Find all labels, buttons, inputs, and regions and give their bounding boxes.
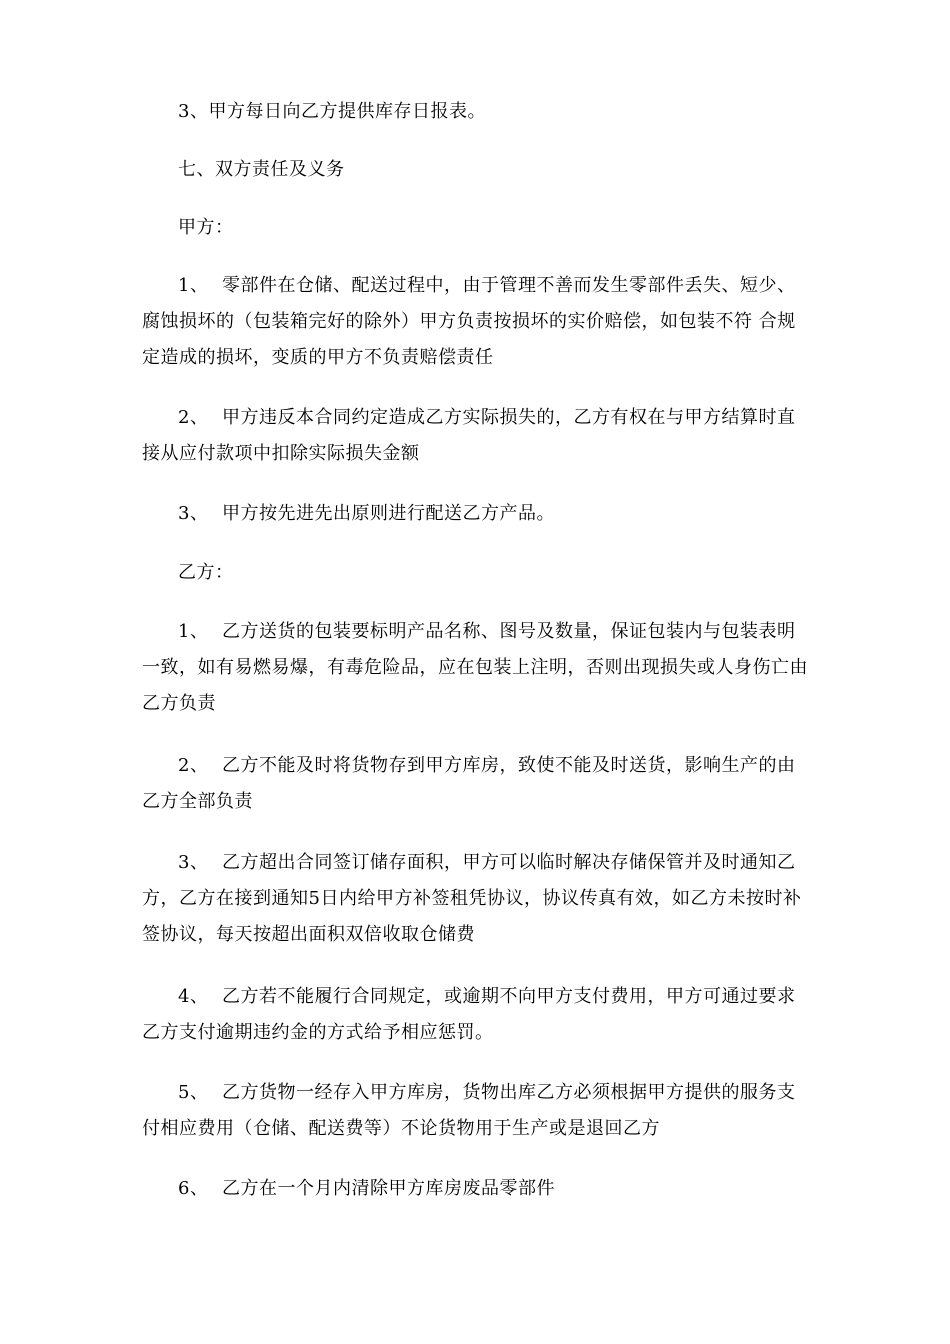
clause-text: 零部件在仓储、配送过程中，由于管理不善而发生零部件丢失、短少、腐蚀损坏的（包装箱完好的除外）甲方负责按损坏的实价赔偿，如包装不符 合规定造成的损坏，变质的甲方不负责赔偿责任 — [142, 275, 796, 368]
party-a-clause-3 — [142, 496, 810, 532]
party-b-clause-6 — [142, 1171, 810, 1207]
clause-number: 1、 — [178, 621, 209, 642]
heading-text: 七、双方责任及义务 — [178, 159, 345, 180]
party-a-clause-1 — [142, 268, 810, 376]
party-a-heading — [142, 210, 810, 246]
party-b-clause-1 — [142, 614, 810, 722]
heading-text: 甲方： — [178, 217, 234, 238]
clause-number: 6、 — [178, 1178, 209, 1199]
clause-number: 4、 — [178, 986, 209, 1007]
paragraph-text: 3、甲方每日向乙方提供库存日报表。 — [178, 101, 486, 122]
clause-number: 3、 — [178, 852, 209, 873]
party-b-clause-5 — [142, 1075, 810, 1147]
clause-text: 乙方送货的包装要标明产品名称、图号及数量，保证包装内与包装表明一致，如有易燃易爆，有毒危险品，应在包装上注明，否则出现损失或人身伤亡由乙方负责 — [142, 621, 808, 714]
party-a-clause-2 — [142, 400, 810, 472]
clause-text: 乙方货物一经存入甲方库房，货物出库乙方必须根据甲方提供的服务支付相应费用（仓储、配送费等）不论货物用于生产或是退回乙方 — [142, 1082, 796, 1139]
clause-text: 乙方在一个月内清除甲方库房废品零部件 — [222, 1178, 555, 1199]
clause-number: 5、 — [178, 1082, 209, 1103]
clause-number: 2、 — [178, 407, 209, 428]
clause-number: 1、 — [178, 275, 209, 296]
clause-number: 2、 — [178, 755, 209, 776]
clause-text: 乙方若不能履行合同规定，或逾期不向甲方支付费用，甲方可通过要求乙方支付逾期违约金的方式给予相应惩罚。 — [142, 986, 796, 1043]
paragraph-inventory-report — [142, 94, 810, 130]
clause-text: 乙方不能及时将货物存到甲方库房，致使不能及时送货，影响生产的由乙方全部负责 — [142, 755, 796, 812]
clause-number: 3、 — [178, 503, 209, 524]
clause-text: 甲方违反本合同约定造成乙方实际损失的，乙方有权在与甲方结算时直接从应付款项中扣除实际损失金额 — [142, 407, 796, 464]
party-b-clause-4 — [142, 979, 810, 1051]
clause-text: 乙方超出合同签订储存面积，甲方可以临时解决存储保管并及时通知乙方，乙方在接到通知5日内给甲方补签租凭协议，协议传真有效，如乙方未按时补签协议，每天按超出面积双倍收取仓储费 — [142, 852, 802, 945]
party-b-heading — [142, 555, 810, 591]
section-heading-responsibilities — [142, 152, 810, 188]
clause-text: 甲方按先进先出原则进行配送乙方产品。 — [222, 503, 555, 524]
party-b-clause-2 — [142, 748, 810, 820]
heading-text: 乙方： — [178, 562, 234, 583]
party-b-clause-3 — [142, 845, 810, 953]
